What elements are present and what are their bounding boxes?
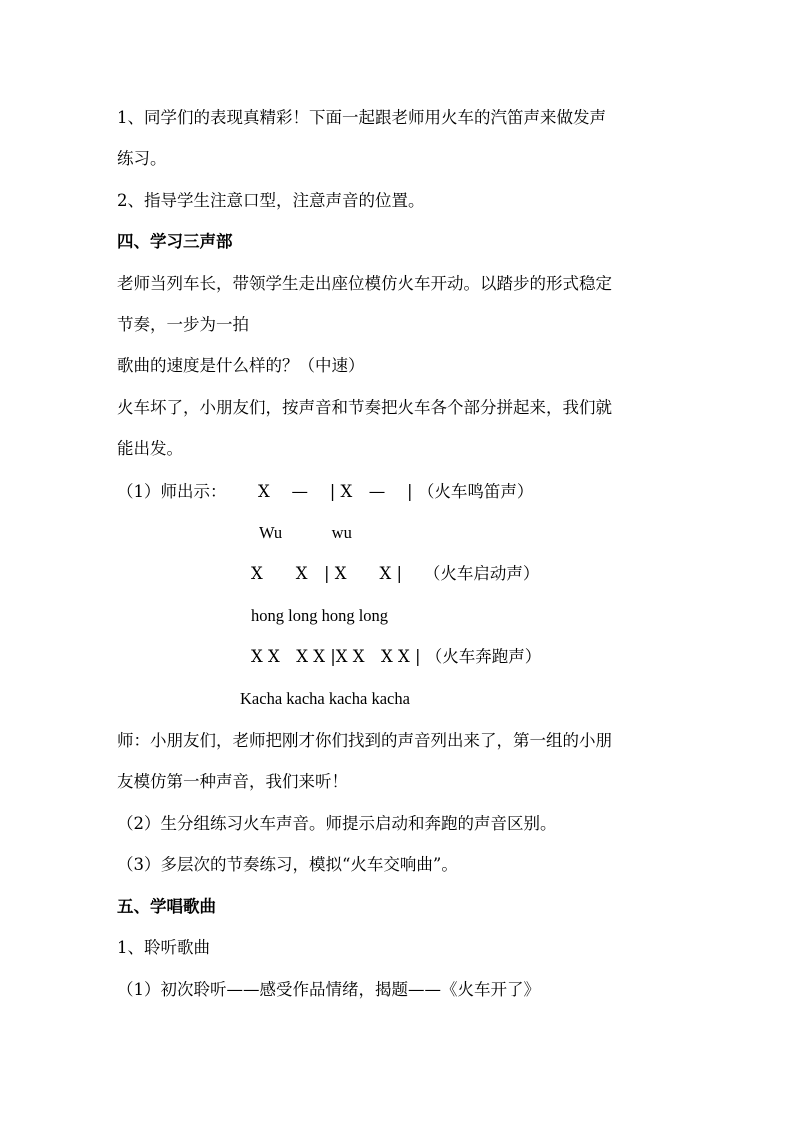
paragraph-line: （2）生分组练习火车声音。师提示启动和奔跑的声音区别。 [117, 814, 557, 833]
paragraph-line: 节奏，一步为一拍 [117, 315, 249, 334]
paragraph-line: 1、同学们的表现真精彩！下面一起跟老师用火车的汽笛声来做发声 [117, 108, 606, 127]
section-heading: 四、学习三声部 [117, 232, 233, 251]
paragraph-line: （3）多层次的节奏练习，模拟“火车交响曲”。 [117, 855, 458, 874]
paragraph-line: （1）初次聆听——感受作品情绪，揭题——《火车开了》 [117, 980, 540, 999]
section-heading: 五、学唱歌曲 [117, 897, 216, 916]
paragraph-line: 练习。 [117, 149, 167, 168]
paragraph-line: 能出发。 [117, 439, 183, 458]
paragraph-line: 歌曲的速度是什么样的？（中速） [117, 356, 365, 375]
paragraph-line: 师：小朋友们，老师把刚才你们找到的声音列出来了，第一组的小朋 [117, 731, 612, 750]
rhythm-notation: X — | X — | （火车鸣笛声） [258, 482, 534, 501]
paragraph-line: 1、聆听歌曲 [117, 938, 210, 957]
paragraph-line: 2、指导学生注意口型，注意声音的位置。 [117, 191, 425, 210]
paragraph-line: 老师当列车长，带领学生走出座位模仿火车开动。以踏步的形式稳定 [117, 274, 612, 293]
rhythm-notation: X X | X X | （火车启动声） [251, 564, 540, 583]
rhythm-lyrics: Wu wu [259, 523, 352, 542]
rhythm-lyrics: Kacha kacha kacha kacha [240, 689, 410, 708]
rhythm-notation: X X X X |X X X X | （火车奔跑声） [251, 647, 542, 666]
paragraph-line: 火车坏了，小朋友们，按声音和节奏把火车各个部分拼起来，我们就 [117, 398, 612, 417]
rhythm-lyrics: hong long hong long [251, 606, 389, 625]
rhythm-label: （1）师出示： [117, 482, 227, 501]
paragraph-line: 友模仿第一种声音，我们来听！ [117, 772, 348, 791]
